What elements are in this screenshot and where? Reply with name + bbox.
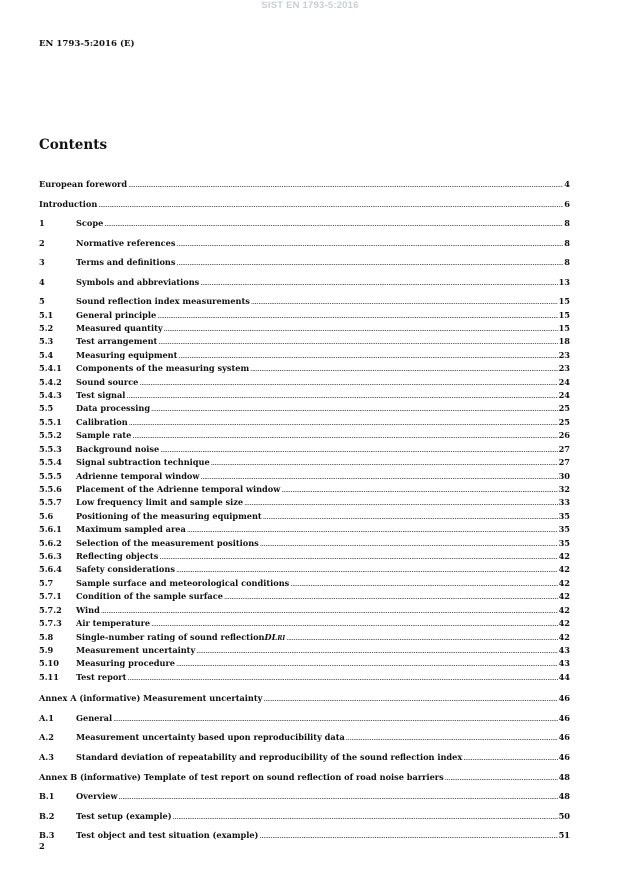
toc-entry[interactable]: [39, 590, 570, 602]
toc-leader-dots: [159, 551, 557, 563]
toc-page: 46: [558, 752, 570, 762]
toc-page: 8: [564, 257, 570, 267]
toc-entry[interactable]: [39, 349, 570, 361]
toc-leader-dots: [196, 645, 557, 657]
toc-page: 42: [558, 564, 570, 574]
toc-leader-dots: [259, 830, 557, 842]
toc-number: 5.5.2: [39, 430, 62, 440]
toc-title: Annex A (informative) Measurement uncertainty: [39, 693, 263, 703]
toc-entry[interactable]: [39, 751, 570, 763]
toc-page: 23: [558, 350, 570, 360]
toc-leader-dots: [263, 693, 557, 705]
toc-leader-dots: [173, 811, 558, 823]
toc-number: A.1: [39, 713, 54, 723]
toc-leader-dots: [113, 713, 558, 725]
toc-title: Sound reflection index measurements: [76, 296, 250, 306]
toc-title: Terms and definitions: [76, 257, 176, 267]
toc-title: Scope: [76, 218, 104, 228]
toc-title: Single-number rating of sound reflection: [76, 632, 265, 642]
toc-entry[interactable]: [39, 657, 570, 669]
toc-leader-dots: [151, 618, 558, 630]
document-id: EN 1793-5:2016 (E): [39, 39, 135, 49]
toc-title: Measurement uncertainty: [76, 645, 196, 655]
toc-number: 5.5: [39, 403, 54, 413]
toc-entry[interactable]: [39, 429, 570, 441]
toc-leader-dots: [157, 310, 557, 322]
toc-entry[interactable]: [39, 217, 570, 229]
toc-leader-dots: [126, 390, 557, 402]
toc-number: 5.5.7: [39, 497, 62, 507]
toc-page: 48: [558, 772, 570, 782]
toc-number: 5.6.1: [39, 524, 62, 534]
toc-page: 51: [558, 830, 570, 840]
toc-page: 13: [558, 277, 570, 287]
toc-page: 15: [558, 310, 570, 320]
toc-title: Maximum sampled area: [76, 524, 186, 534]
toc-page: 8: [564, 238, 570, 248]
toc-number: 5.7: [39, 578, 54, 588]
toc-title: Test report: [76, 672, 127, 682]
toc-page: 46: [558, 732, 570, 742]
toc-entry[interactable]: [39, 563, 570, 575]
toc-leader-dots: [178, 350, 557, 362]
toc-entry[interactable]: [39, 577, 570, 589]
toc-title: Measurement uncertainty based upon reproducibility data: [76, 732, 345, 742]
toc-entry[interactable]: [39, 644, 570, 656]
toc-leader-dots: [224, 591, 558, 603]
toc-entry[interactable]: [39, 402, 570, 414]
toc-entry[interactable]: [39, 731, 570, 743]
toc-page: 44: [558, 672, 570, 682]
toc-entry[interactable]: [39, 712, 570, 724]
toc-leader-dots: [176, 238, 563, 250]
toc-page: 26: [558, 430, 570, 440]
toc-number: 5.6: [39, 511, 54, 521]
toc-title: Normative references: [76, 238, 176, 248]
toc-title: Annex B (informative) Template of test report on sound reflection of road noise barriers: [39, 772, 444, 782]
toc-page: 25: [558, 417, 570, 427]
toc-entry[interactable]: [39, 617, 570, 629]
toc-leader-dots: [263, 511, 558, 523]
toc-leader-dots: [129, 417, 558, 429]
toc-page: 24: [558, 390, 570, 400]
toc-title: Sound source: [76, 377, 139, 387]
toc-entry[interactable]: [39, 443, 570, 455]
toc-number: 5.6.4: [39, 564, 62, 574]
toc-number: 5.4.3: [39, 390, 62, 400]
toc-title-subscript: RI: [277, 635, 286, 642]
toc-entry[interactable]: [39, 256, 570, 268]
page-number: 2: [39, 841, 45, 851]
toc-leader-dots: [104, 218, 563, 230]
toc-page: 6: [564, 199, 570, 209]
toc-number: 5.5.3: [39, 444, 62, 454]
toc-title: Data processing: [76, 403, 151, 413]
toc-leader-dots: [127, 672, 557, 684]
toc-entry[interactable]: [39, 810, 570, 822]
toc-leader-dots: [290, 578, 557, 590]
toc-number: A.3: [39, 752, 54, 762]
toc-page: 35: [558, 524, 570, 534]
toc-leader-dots: [200, 277, 557, 289]
toc-number: 5.4.1: [39, 363, 62, 373]
toc-entry[interactable]: [39, 309, 570, 321]
toc-title: Condition of the sample surface: [76, 591, 223, 601]
toc-leader-dots: [260, 538, 558, 550]
toc-number: 5.8: [39, 632, 54, 642]
toc-number: 5.7.1: [39, 591, 62, 601]
toc-title: Reflecting objects: [76, 551, 159, 561]
toc-entry[interactable]: [39, 237, 570, 249]
toc-entry[interactable]: [39, 692, 570, 704]
toc-number: 5.5.1: [39, 417, 62, 427]
toc-page: 42: [558, 605, 570, 615]
toc-entry[interactable]: [39, 829, 570, 841]
toc-leader-dots: [98, 199, 563, 211]
toc-page: 48: [558, 791, 570, 801]
toc-entry[interactable]: [39, 537, 570, 549]
toc-page: 27: [558, 444, 570, 454]
toc-entry[interactable]: [39, 470, 570, 482]
toc-entry[interactable]: [39, 322, 570, 334]
toc-entry[interactable]: [39, 276, 570, 288]
toc-number: A.2: [39, 732, 54, 742]
toc-page: 32: [558, 484, 570, 494]
toc-leader-dots: [211, 457, 558, 469]
toc-number: 5.3: [39, 336, 54, 346]
toc-page: 15: [558, 323, 570, 333]
toc-title: Signal subtraction technique: [76, 457, 210, 467]
toc-leader-dots: [151, 403, 558, 415]
toc-leader-dots: [286, 632, 557, 644]
toc-leader-dots: [346, 732, 558, 744]
toc-number: B.2: [39, 811, 55, 821]
toc-page: 24: [558, 377, 570, 387]
toc-leader-dots: [139, 377, 557, 389]
toc-page: 46: [558, 693, 570, 703]
toc-number: 5.6.2: [39, 538, 62, 548]
toc-leader-dots: [101, 605, 558, 617]
toc-title: Background noise: [76, 444, 160, 454]
toc-page: 50: [558, 811, 570, 821]
toc-number: 5.2: [39, 323, 54, 333]
toc-title: Safety considerations: [76, 564, 175, 574]
toc-leader-dots: [176, 658, 558, 670]
toc-leader-dots: [160, 444, 557, 456]
toc-title: Low frequency limit and sample size: [76, 497, 244, 507]
page-title: Contents: [39, 137, 108, 153]
toc-title: Sample rate: [76, 430, 132, 440]
toc-title: Selection of the measurement positions: [76, 538, 259, 548]
toc-title: Introduction: [39, 199, 98, 209]
toc-title: Adrienne temporal window: [76, 471, 200, 481]
toc-title: Wind: [76, 605, 100, 615]
toc-page: 42: [558, 591, 570, 601]
toc-page: 25: [558, 403, 570, 413]
toc-page: 42: [558, 551, 570, 561]
toc-title: Positioning of the measuring equipment: [76, 511, 262, 521]
toc-page: 42: [558, 618, 570, 628]
toc-entry[interactable]: [39, 376, 570, 388]
toc-number: 5.10: [39, 658, 59, 668]
toc-page: 43: [558, 658, 570, 668]
toc-leader-dots: [177, 257, 564, 269]
toc-page: 43: [558, 645, 570, 655]
toc-number: 5.5.5: [39, 471, 62, 481]
toc-title: Components of the measuring system: [76, 363, 250, 373]
toc-leader-dots: [164, 323, 558, 335]
toc-page: 35: [558, 511, 570, 521]
toc-entry[interactable]: [39, 335, 570, 347]
toc-entry[interactable]: [39, 631, 570, 643]
toc-number: B.1: [39, 791, 55, 801]
toc-number: 5.6.3: [39, 551, 62, 561]
toc-leader-dots: [251, 296, 558, 308]
toc-entry[interactable]: [39, 416, 570, 428]
toc-title: Calibration: [76, 417, 128, 427]
toc-page: 4: [564, 179, 570, 189]
toc-leader-dots: [250, 363, 557, 375]
toc-number: 2: [39, 238, 45, 248]
toc-leader-dots: [445, 772, 558, 784]
toc-page: 18: [558, 336, 570, 346]
toc-page: 23: [558, 363, 570, 373]
toc-page: 33: [558, 497, 570, 507]
toc-entry[interactable]: [39, 178, 570, 190]
toc-number: 5.7.3: [39, 618, 62, 628]
toc-leader-dots: [132, 430, 557, 442]
toc-title: Air temperature: [76, 618, 151, 628]
toc-title: Test signal: [76, 390, 126, 400]
toc-entry[interactable]: [39, 550, 570, 562]
toc-page: 42: [558, 632, 570, 642]
toc-entry[interactable]: [39, 496, 570, 508]
toc-entry[interactable]: [39, 456, 570, 468]
toc-entry[interactable]: [39, 604, 570, 616]
toc-number: B.3: [39, 830, 55, 840]
toc-title: Test setup (example): [76, 811, 172, 821]
toc-leader-dots: [200, 471, 557, 483]
toc-title: Symbols and abbreviations: [76, 277, 200, 287]
toc-leader-dots: [128, 179, 563, 191]
toc-page: 8: [564, 218, 570, 228]
toc-entry[interactable]: [39, 771, 570, 783]
toc-number: 4: [39, 277, 45, 287]
toc-title: European foreword: [39, 179, 128, 189]
toc-entry[interactable]: [39, 483, 570, 495]
toc-entry[interactable]: [39, 198, 570, 210]
toc-number: 5.7.2: [39, 605, 62, 615]
toc-number: 5.1: [39, 310, 54, 320]
toc-entry[interactable]: [39, 790, 570, 802]
toc-title: Test arrangement: [76, 336, 158, 346]
toc-entry[interactable]: [39, 510, 570, 522]
toc-title: Standard deviation of repeatability and reproducibility of the sound reflection index: [76, 752, 463, 762]
toc-title: Test object and test situation (example): [76, 830, 259, 840]
toc-title: Measuring procedure: [76, 658, 175, 668]
toc-number: 3: [39, 257, 45, 267]
toc-leader-dots: [281, 484, 557, 496]
toc-number: 5: [39, 296, 45, 306]
toc-page: 15: [558, 296, 570, 306]
toc-page: 35: [558, 538, 570, 548]
toc-title: General: [76, 713, 113, 723]
toc-number: 1: [39, 218, 45, 228]
toc-title: General principle: [76, 310, 157, 320]
toc-number: 5.5.6: [39, 484, 62, 494]
toc-leader-dots: [244, 497, 557, 509]
toc-title: Placement of the Adrienne temporal window: [76, 484, 281, 494]
toc-leader-dots: [463, 752, 557, 764]
toc-title: Overview: [76, 791, 118, 801]
toc-title: Sample surface and meteorological conditions: [76, 578, 290, 588]
toc-entry[interactable]: [39, 295, 570, 307]
toc-page: 30: [558, 471, 570, 481]
toc-title-symbol: DL: [264, 632, 278, 642]
toc-page: 46: [558, 713, 570, 723]
toc-entry[interactable]: [39, 362, 570, 374]
watermark: SIST EN 1793-5:2016: [261, 0, 359, 11]
toc-page: 42: [558, 578, 570, 588]
toc-leader-dots: [119, 791, 558, 803]
toc-entry[interactable]: [39, 523, 570, 535]
toc-number: 5.4.2: [39, 377, 62, 387]
toc-number: 5.9: [39, 645, 54, 655]
toc-number: 5.4: [39, 350, 54, 360]
toc-entry[interactable]: [39, 671, 570, 683]
toc-entry[interactable]: [39, 389, 570, 401]
toc-title: Measured quantity: [76, 323, 163, 333]
toc-title: Measuring equipment: [76, 350, 178, 360]
toc-number: 5.11: [39, 672, 59, 682]
toc-leader-dots: [158, 336, 557, 348]
toc-leader-dots: [176, 564, 558, 576]
toc-page: 27: [558, 457, 570, 467]
toc-leader-dots: [187, 524, 558, 536]
toc-number: 5.5.4: [39, 457, 62, 467]
